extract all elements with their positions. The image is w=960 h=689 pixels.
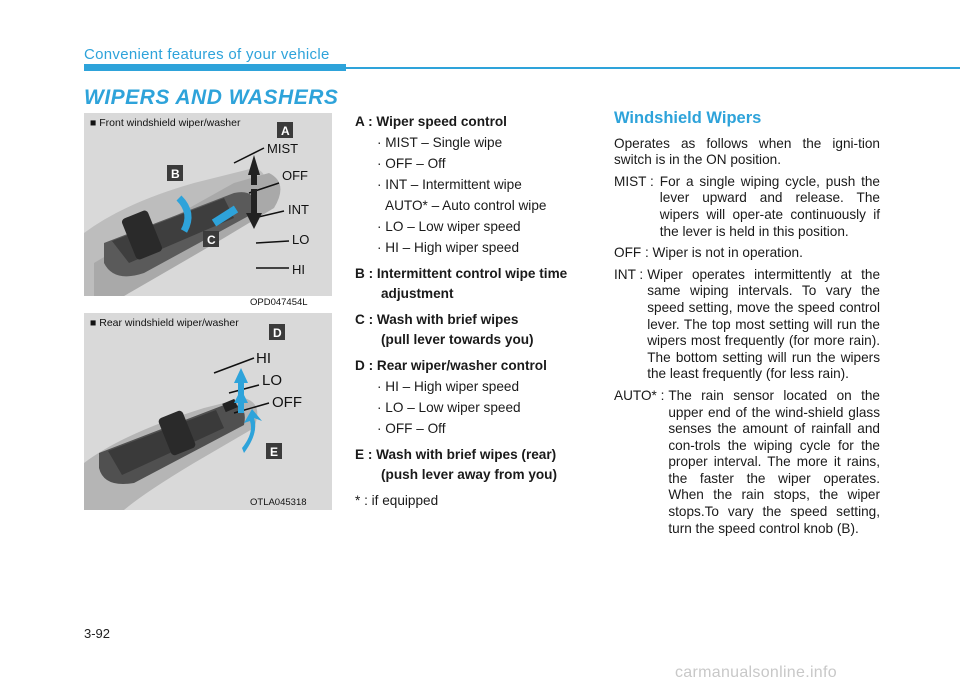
control-b-sub: adjustment (381, 286, 454, 301)
rear-label-off: OFF (272, 394, 302, 411)
header-rule (84, 67, 960, 69)
mist-entry (614, 174, 880, 240)
rear-wiper-figure (84, 313, 332, 510)
rear-figure-caption: ■ Rear windshield wiper/washer (90, 317, 239, 329)
control-a-heading: A : Wiper speed control (355, 114, 507, 129)
int-text: Wiper operates intermittently at the same wiping intervals. To vary the speed setting, move the speed control lever. The top most setting will run the wipers most frequently (for more rain). The bottom setting will run the wipers the least frequently (for less rain). (647, 266, 880, 382)
front-figure-code: OPD047454L (250, 297, 308, 308)
front-wiper-figure (84, 113, 332, 296)
front-label-lo: LO (292, 232, 310, 247)
front-label-hi: HI (292, 262, 305, 277)
control-a-item-auto: AUTO* – Auto control wipe (385, 198, 547, 213)
header-title: Convenient features of your vehicle (84, 46, 330, 63)
rear-lever-illustration (84, 313, 332, 510)
rear-label-lo: LO (262, 372, 283, 389)
auto-entry (614, 388, 880, 537)
windshield-wipers-section (614, 110, 880, 542)
auto-key: AUTO* : (614, 387, 665, 403)
front-callout-b: B (171, 167, 180, 181)
control-b-heading: B : Intermittent control wipe time (355, 266, 568, 281)
control-d-item-lo: · LO – Low wiper speed (377, 400, 521, 415)
control-a-item-int: · INT – Intermittent wipe (377, 177, 522, 192)
section-title: WIPERS AND WASHERS (84, 86, 339, 109)
control-a-item-mist: · MIST – Single wipe (377, 135, 503, 150)
windshield-intro: Operates as follows when the igni-tion switch is in the ON position. (614, 135, 880, 168)
page-number: 3-92 (84, 626, 111, 641)
front-label-off: OFF (282, 168, 308, 183)
front-callout-a: A (281, 124, 290, 138)
control-d-heading: D : Rear wiper/washer control (355, 358, 547, 373)
rear-label-hi: HI (256, 350, 271, 367)
rear-callout-e: E (270, 445, 279, 459)
int-entry (614, 267, 880, 383)
control-a-item-lo: · LO – Low wiper speed (377, 219, 521, 234)
int-key: INT : (614, 266, 644, 282)
controls-legend (355, 112, 605, 511)
rear-figure-code: OTLA045318 (250, 497, 307, 508)
auto-text: The rain sensor located on the upper end of the wind-shield glass senses the amount of rainfall and con-trols the wiping cycle for the proper interval. The more it rains, the faster the wiper operates. When the rain stops, the wiper stops.To vary the speed setting, turn the speed control knob (B). (668, 387, 880, 536)
watermark: carmanualsonline.info (675, 664, 837, 681)
control-a-item-off: · OFF – Off (377, 156, 446, 171)
control-e-heading: E : Wash with brief wipes (rear) (355, 447, 557, 462)
rear-callout-d: D (273, 326, 282, 340)
front-label-int: INT (288, 202, 309, 217)
control-c-sub: (pull lever towards you) (381, 332, 534, 347)
front-callout-c: C (207, 233, 216, 247)
control-a-item-hi: · HI – High wiper speed (377, 240, 520, 255)
control-e-sub: (push lever away from you) (381, 467, 558, 482)
control-c-heading: C : Wash with brief wipes (355, 312, 519, 327)
footnote: * : if equipped (355, 493, 439, 508)
off-entry: OFF : Wiper is not in operation. (614, 245, 803, 261)
control-d-item-off: · OFF – Off (377, 421, 446, 436)
front-figure-caption: ■ Front windshield wiper/washer (90, 117, 241, 129)
front-lever-illustration (84, 113, 332, 296)
windshield-title: Windshield Wipers (614, 109, 762, 127)
mist-text: For a single wiping cycle, push the lever upward and release. The wipers will oper-ate continuously if the lever is held in this position. (659, 173, 880, 239)
front-label-mist: MIST (267, 141, 299, 156)
control-d-item-hi: · HI – High wiper speed (377, 379, 520, 394)
mist-key: MIST : (614, 173, 654, 189)
